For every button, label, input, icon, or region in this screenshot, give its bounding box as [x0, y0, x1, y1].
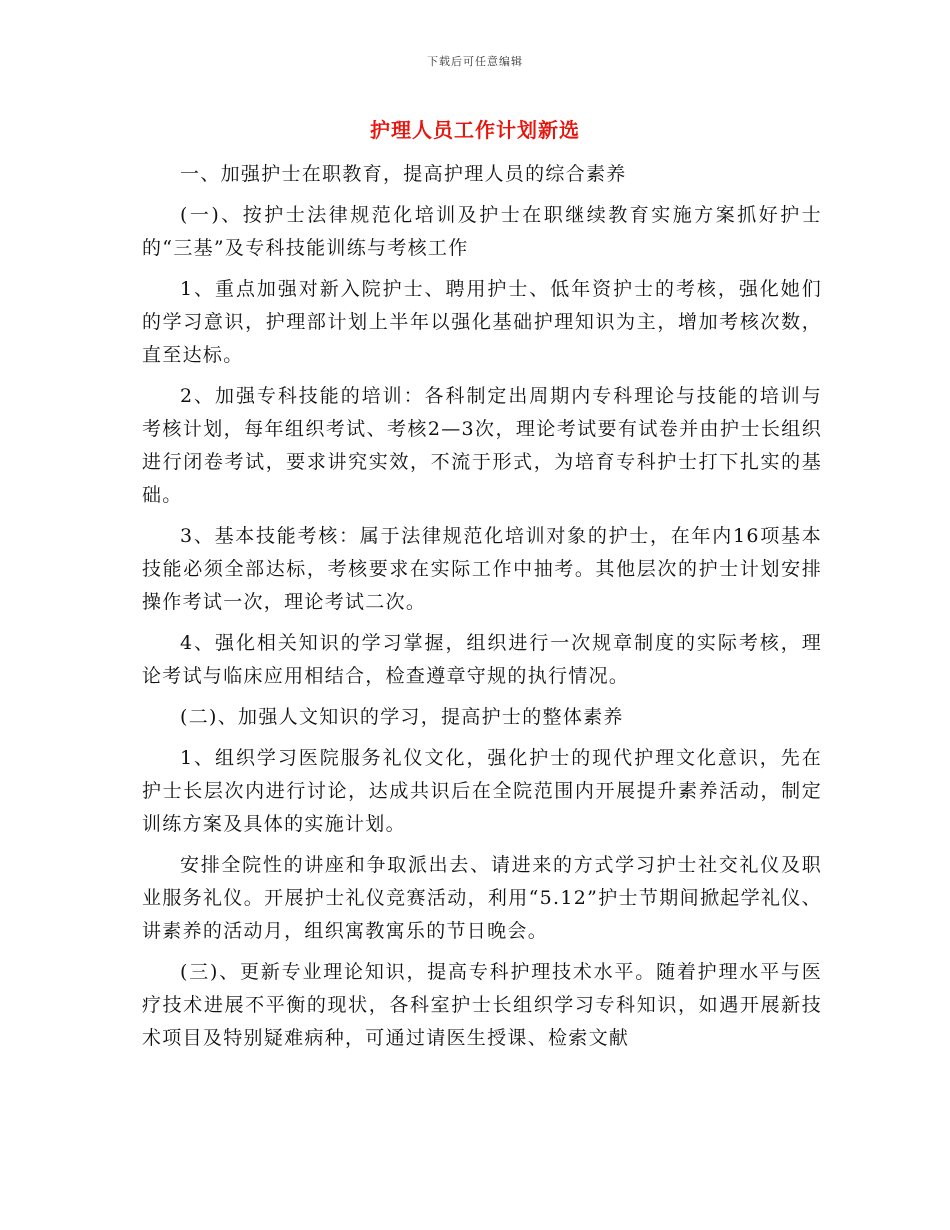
paragraph-subsection-2: (二)、加强人文知识的学习，提高护士的整体素养 — [180, 706, 624, 728]
document-title: 护理人员工作计划新选 — [370, 118, 580, 142]
paragraph-item-2: 2、加强专科技能的培训：各科制定出周期内专科理论与技能的培训与考核计划，每年组织考试、考核2—3次，理论考试要有试卷并由护士长组织进行闭卷考试，要求讲究实效，不流于形式，为培育专科护士打下扎实的基础。 — [142, 385, 822, 506]
header-note: 下载后可任意编辑 — [427, 55, 523, 68]
paragraph-item-1: 1、重点加强对新入院护士、聘用护士、低年资护士的考核，强化她们的学习意识，护理部计划上半年以强化基础护理知识为主，增加考核次数，直至达标。 — [142, 278, 822, 366]
document-body — [142, 158, 822, 1063]
paragraph-subsection-1: (一)、按护士法律规范化培训及护士在职继续教育实施方案抓好护士的“三基”及专科技能训练与考核工作 — [142, 204, 822, 259]
paragraph-item-4: 4、强化相关知识的学习掌握，组织进行一次规章制度的实际考核，理论考试与临床应用相结合，检查遵章守规的执行情况。 — [142, 632, 822, 687]
paragraph-subsection-3: (三)、更新专业理论知识，提高专科护理技术水平。随着护理水平与医疗技术进展不平衡的现状，各科室护士长组织学习专科知识，如遇开展新技术项目及特别疑难病种，可通过请医生授课、检索文献 — [142, 961, 822, 1049]
paragraph-item-3: 3、基本技能考核：属于法律规范化培训对象的护士，在年内16项基本技能必须全部达标，考核要求在实际工作中抽考。其他层次的护士计划安排操作考试一次，理论考试二次。 — [142, 525, 822, 613]
paragraph-subsection-2-item-1: 1、组织学习医院服务礼仪文化，强化护士的现代护理文化意识，先在护士长层次内进行讨论，达成共识后在全院范围内开展提升素养活动，制定训练方案及具体的实施计划。 — [142, 747, 822, 835]
paragraph-etiquette-activities: 安排全院性的讲座和争取派出去、请进来的方式学习护士社交礼仪及职业服务礼仪。开展护士礼仪竞赛活动，利用“5.12”护士节期间掀起学礼仪、讲素养的活动月，组织寓教寓乐的节日晚会。 — [142, 854, 822, 942]
paragraph-section-heading-1: 一、加强护士在职教育，提高护理人员的综合素养 — [180, 163, 627, 185]
